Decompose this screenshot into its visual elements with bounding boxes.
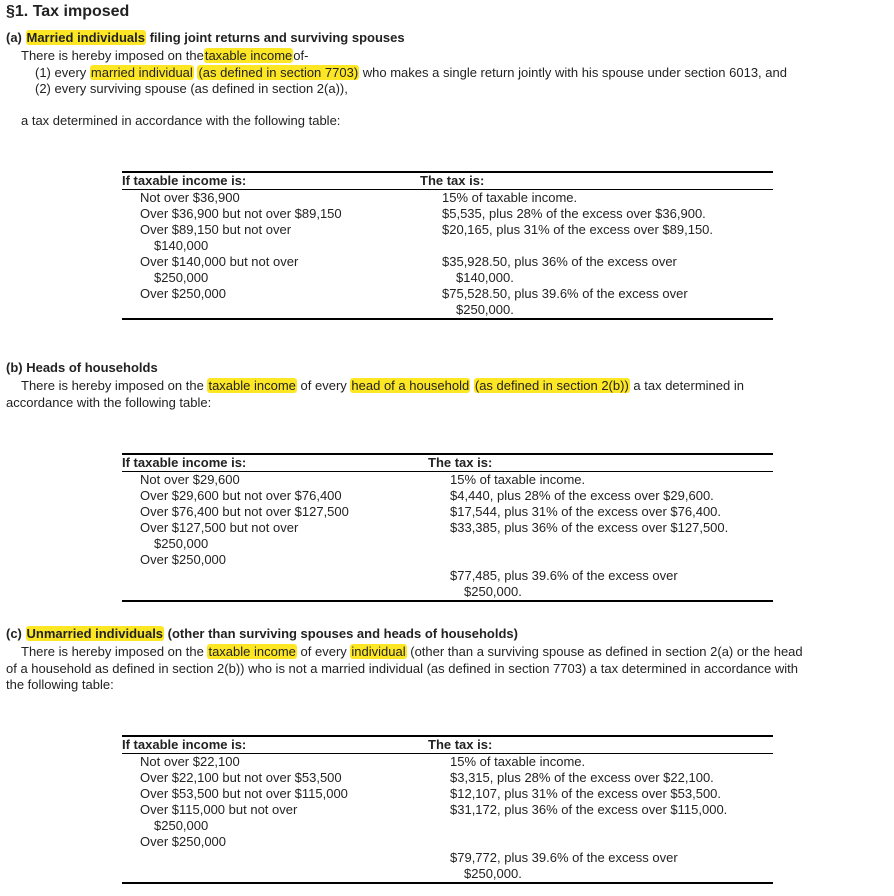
income-bracket-cell: Not over $29,600 [140,472,240,487]
page-title: §1. Tax imposed [6,3,130,20]
table-header-income: If taxable income is: [122,172,420,190]
income-bracket-cell: Over $89,150 but not over $140,000 [140,222,292,253]
table-row [122,786,773,802]
tax-amount-cell: $75,528.50, plus 39.6% of the excess over $250,000. [420,286,773,319]
income-bracket-cell: Over $76,400 but not over $127,500 [140,504,349,519]
income-bracket-cell: Not over $22,100 [140,754,240,769]
table-row [122,504,773,520]
tax-amount-cell: $5,535, plus 28% of the excess over $36,900. [442,206,706,221]
section-a-closing: a tax determined in accordance with the following table: [21,113,341,128]
tax-amount-cell: 15% of taxable income. [450,754,586,769]
highlight-section-2b: (as defined in section 2(b)) [474,378,629,393]
table-row [122,190,773,207]
tax-amount-cell: $79,772, plus 39.6% of the excess over $250,000. [428,834,773,883]
table-row [122,754,773,771]
income-bracket-cell: Over $22,100 but not over $53,500 [140,770,342,785]
income-bracket-cell: Not over $36,900 [140,190,240,205]
section-c-intro-line-3: the following table: [6,677,114,692]
table-row [122,222,773,254]
table-row [122,770,773,786]
tax-amount-cell: $4,440, plus 28% of the excess over $29,600. [450,488,714,503]
tax-amount-cell: $3,315, plus 28% of the excess over $22,100. [450,770,714,785]
income-bracket-cell: Over $29,600 but not over $76,400 [140,488,342,503]
section-b-intro-line-2: accordance with the following table: [6,395,212,410]
income-bracket-cell: Over $140,000 but not over $250,000 [140,254,299,285]
income-bracket-cell: Over $127,500 but not over $250,000 [140,520,299,551]
tax-amount-cell: $12,107, plus 31% of the excess over $53,500. [450,786,722,801]
table-header-tax: The tax is: [428,454,773,472]
income-bracket-cell: Over $250,000 [122,834,428,883]
section-a-item-1: (1) every married individual (as defined in section 7703) who makes a single return jointly with his spouse under section 6013, and [35,65,787,80]
table-header-income: If taxable income is: [122,736,428,754]
table-header-tax: The tax is: [420,172,773,190]
highlight-taxable-income: taxable income [204,48,293,63]
table-row [122,834,773,883]
highlight-taxable-income: taxable income [208,378,296,393]
tax-amount-cell: $20,165, plus 31% of the excess over $89,150. [442,222,714,237]
table-header-tax: The tax is: [428,736,773,754]
table-row [122,286,773,319]
tax-amount-cell: 15% of taxable income. [442,190,578,205]
tax-table-a [122,171,773,320]
tax-amount-cell: 15% of taxable income. [450,472,586,487]
table-row [122,802,773,834]
section-c-heading: (c) Unmarried individuals (other than surviving spouses and heads of households) [6,626,518,641]
table-header-income: If taxable income is: [122,454,428,472]
highlight-unmarried-individuals: Unmarried individuals [26,626,164,641]
tax-amount-cell: $17,544, plus 31% of the excess over $76,400. [450,504,722,519]
section-b-heading: (b) Heads of households [6,360,158,375]
income-bracket-cell: Over $115,000 but not over $250,000 [140,802,298,833]
section-a-heading: (a) Married individuals filing joint returns and surviving spouses [6,30,405,45]
highlight-taxable-income: taxable income [208,644,296,659]
income-bracket-cell: Over $250,000 [122,552,428,601]
section-a-item-2: (2) every surviving spouse (as defined in section 2(a)), [35,81,348,96]
highlight-section-7703: (as defined in section 7703) [198,65,359,80]
table-row [122,206,773,222]
highlight-married-individuals: Married individuals [26,30,145,45]
highlight-married-individual: married individual [90,65,193,80]
section-a-intro: There is hereby imposed on thetaxable incomeof- [21,48,309,63]
income-bracket-cell: Over $36,900 but not over $89,150 [140,206,342,221]
tax-amount-cell: $77,485, plus 39.6% of the excess over $250,000. [428,552,773,601]
highlight-head-of-household: head of a household [351,378,470,393]
table-row [122,472,773,489]
tax-table-c [122,735,773,884]
tax-table-b [122,453,773,602]
table-row [122,552,773,601]
section-c-intro-line-2: of a household as defined in section 2(b)) who is not a married individual (as defined in section 7703) a tax determined in accordance with [6,661,799,676]
tax-amount-cell: $33,385, plus 36% of the excess over $127,500. [450,520,729,535]
section-c-intro: There is hereby imposed on the taxable income of every individual (other than a surviving spouse as defined in section 2(a) or the head [21,644,803,659]
highlight-individual: individual [351,644,406,659]
table-row [122,488,773,504]
tax-amount-cell: $35,928.50, plus 36% of the excess over $140,000. [442,254,677,285]
income-bracket-cell: Over $53,500 but not over $115,000 [140,786,348,801]
table-row [122,254,773,286]
tax-amount-cell: $31,172, plus 36% of the excess over $115,000. [450,802,728,817]
income-bracket-cell: Over $250,000 [122,286,420,319]
table-row [122,520,773,552]
section-b-intro: There is hereby imposed on the taxable income of every head of a household (as defined in section 2(b)) a tax determined in [21,378,744,393]
